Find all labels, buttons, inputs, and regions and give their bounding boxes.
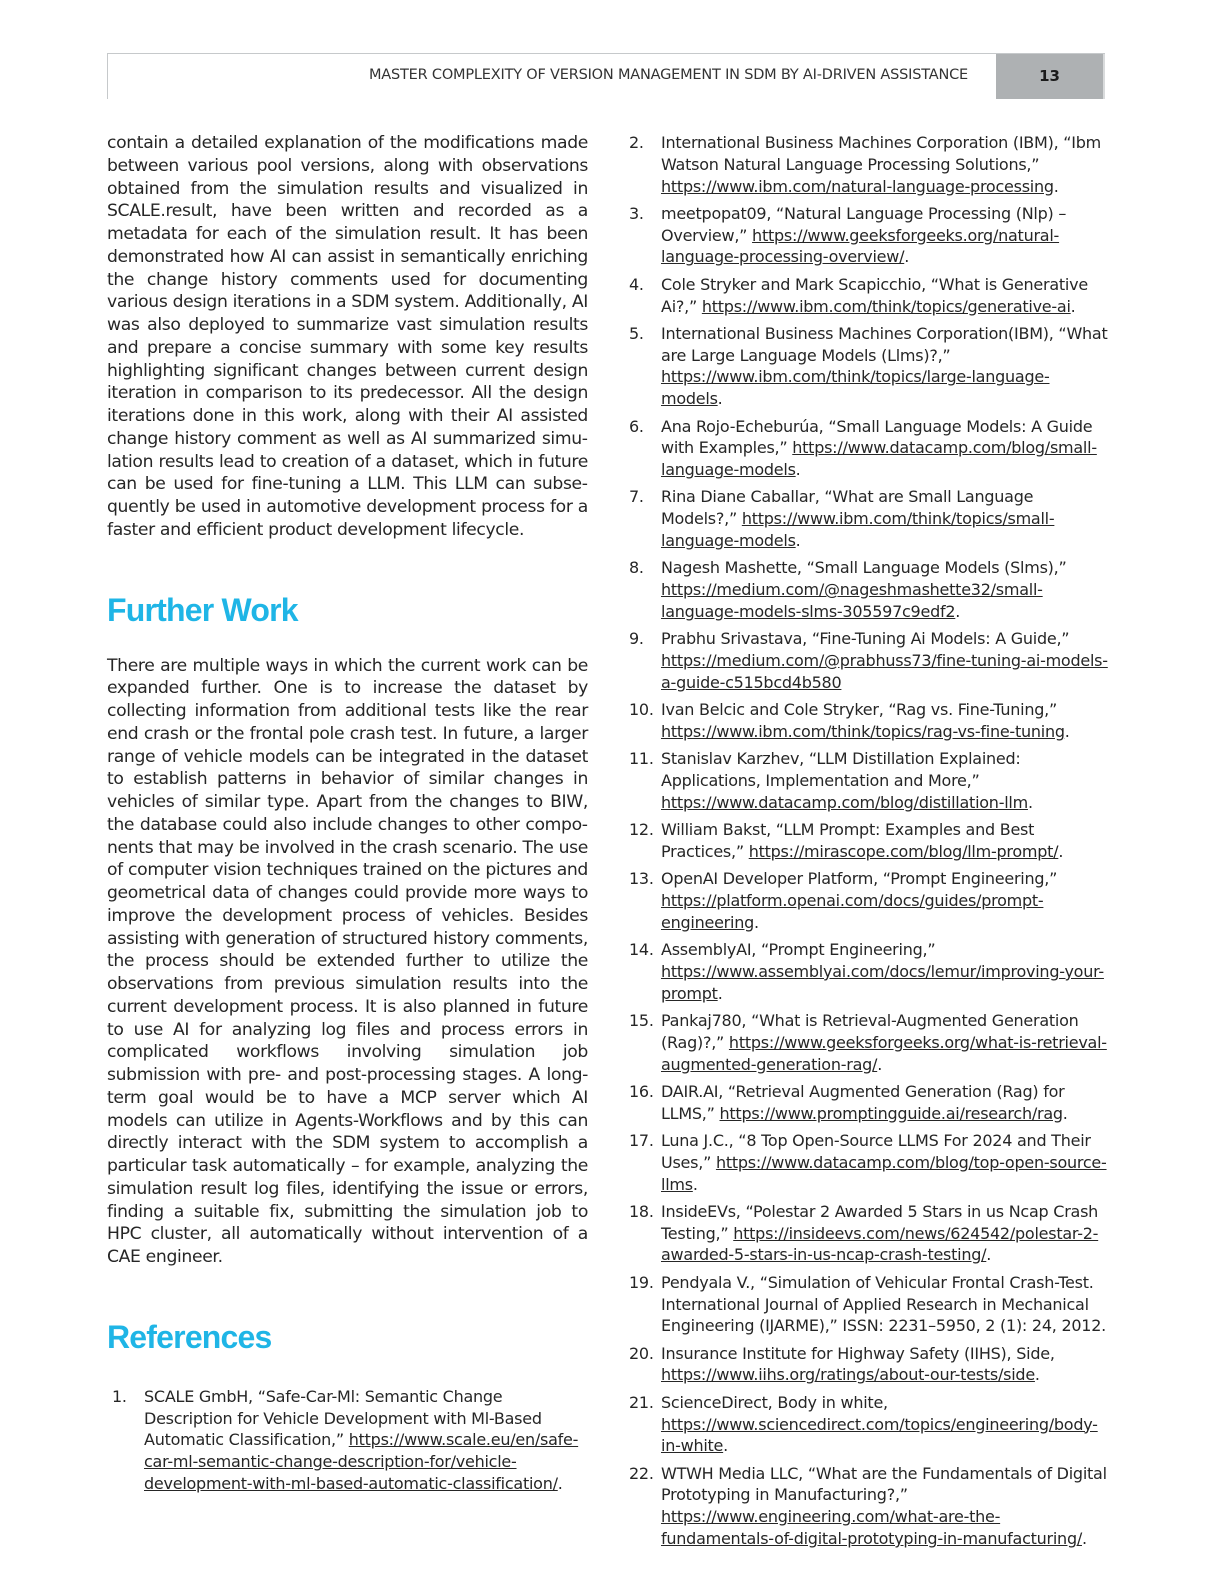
reference-item: [620, 1343, 1108, 1387]
reference-number: 20.: [629, 1343, 654, 1363]
reference-end: .: [795, 531, 801, 551]
reference-end: .: [795, 460, 801, 480]
reference-text: Pendyala V., “Simulation of Vehicular Frontal Crash-Test. International Journal of Applied Research in Mechanical Engineering (IJARME),” ISSN: 2231–5950, 2 (1): 24, 2012.: [661, 1272, 1106, 1336]
reference-number: 17.: [629, 1130, 654, 1150]
reference-end: .: [1070, 296, 1076, 316]
reference-number: 18.: [629, 1201, 654, 1221]
reference-item: [107, 1386, 588, 1495]
reference-number: 19.: [629, 1272, 654, 1292]
left-column: [107, 132, 588, 1500]
reference-text: Insurance Institute for Highway Safety (IIHS), Side,: [661, 1343, 1055, 1363]
reference-number: 3.: [629, 203, 644, 223]
reference-end: .: [717, 983, 723, 1003]
intro-paragraph: contain a detailed explanation of the modifications made between various pool versions, along with observations obtained from the simulation results and visualized in SCALE.result, have been written and recorded as a metadata for each of the simulation result. It has been demonstrated how AI can assist in semantically enriching the change history comments used for documenting various design iterations in a SDM system. Additionally, AI was also deployed to summarize vast simulation results and prepare a concise summary with some key results highlighting significant changes between current design iteration in comparison to its predecessor. All the design iterations done in this work, along with their AI assisted change history comment as well as AI summarized simulation results lead to creation of a dataset, which in future can be used for fine-tuning a LLM. This LLM can subsequently be used in automotive development process for a faster and efficient product development lifecycle.: [107, 133, 588, 540]
reference-item: [620, 203, 1108, 268]
reference-end: .: [955, 601, 961, 621]
reference-item: [620, 819, 1108, 863]
reference-end: .: [1058, 841, 1064, 861]
reference-link[interactable]: https://www.iihs.org/ratings/about-our-tests/side: [661, 1365, 1035, 1385]
reference-text: Ivan Belcic and Cole Stryker, “Rag vs. Fine-Tuning,”: [661, 700, 1057, 720]
reference-number: 15.: [629, 1010, 654, 1030]
reference-link[interactable]: https://www.datacamp.com/blog/small-language-models: [661, 438, 1097, 480]
reference-text: InsideEVs, “Polestar 2 Awarded 5 Stars in us Ncap Crash Testing,”: [661, 1201, 1099, 1243]
reference-item: [620, 1201, 1108, 1266]
reference-end: .: [1081, 1529, 1087, 1549]
reference-end: .: [877, 1054, 883, 1074]
reference-number: 12.: [629, 820, 654, 840]
reference-number: 22.: [629, 1463, 654, 1483]
reference-end: .: [1027, 792, 1033, 812]
reference-number: 4.: [629, 274, 644, 294]
reference-link[interactable]: https://www.geeksforgeeks.org/what-is-retrieval-augmented-generation-rag/: [661, 1032, 1107, 1074]
reference-item: [620, 1081, 1108, 1125]
reference-end: .: [1064, 721, 1070, 741]
running-title: MASTER COMPLEXITY OF VERSION MANAGEMENT IN SDM BY AI-DRIVEN ASSISTANCE: [368, 67, 968, 83]
reference-link[interactable]: https://platform.openai.com/docs/guides/prompt-engineering: [661, 891, 1044, 932]
reference-end: .: [1034, 1365, 1040, 1385]
reference-text: SCALE GmbH, “Safe-Car-Ml: Semantic Change Description for Vehicle Development with Ml-Based Automatic Classification,”: [144, 1386, 542, 1450]
reference-item: [620, 939, 1108, 1004]
reference-number: 1.: [112, 1386, 127, 1406]
reference-link[interactable]: https://www.ibm.com/think/topics/small-language-models: [661, 509, 1055, 551]
reference-end: .: [692, 1174, 698, 1194]
reference-text: Luna J.C., “8 Top Open-Source LLMS For 2024 and Their Uses,”: [661, 1130, 1091, 1172]
reference-item: [620, 628, 1108, 693]
reference-item: [620, 1392, 1108, 1457]
reference-link[interactable]: https://www.ibm.com/think/topics/large-language-models: [661, 367, 1050, 409]
reference-text: ScienceDirect, Body in white,: [661, 1392, 888, 1412]
reference-item: [620, 323, 1108, 410]
reference-text: Stanislav Karzhev, “LLM Distillation Explained: Applications, Implementation and More,”: [661, 749, 1021, 791]
reference-item: [620, 416, 1108, 481]
right-column: [620, 132, 1108, 1555]
reference-item: [620, 1463, 1108, 1550]
reference-end: .: [717, 389, 723, 409]
reference-item: [620, 1272, 1108, 1337]
reference-item: [620, 274, 1108, 318]
reference-link[interactable]: https://www.ibm.com/think/topics/rag-vs-fine-tuning: [661, 721, 1065, 741]
reference-number: 10.: [629, 700, 654, 720]
reference-number: 6.: [629, 416, 644, 436]
further-work-paragraph: There are multiple ways in which the current work can be expanded further. One is to increase the dataset by collecting information from additional tests like the rear end crash or the frontal pole crash test. In future, a larger range of vehicle models can be integrated in the dataset to establish patterns in behavior of similar changes in vehicles of similar type. Apart from the changes to BIW, the database could also include changes to other components that may be involved in the crash scenario. The use of computer vision techniques trained on the pictures and geometrical data of changes could provide more ways to improve the development process of vehicles. Besides assisting with generation of structured history comments, the process should be extended further to utilize the observations from previous simulation results into the current development process. It is also planned in future to use AI for analyzing log files and process errors in complicated workflows involving simulation job submission with pre- and post-processing stages. A long-term goal would be to have a MCP server which AI models can utilize in Agents-Workflows and by this can directly interact with the SDM system to accomplish a particular task automatically – for example, analyzing the simulation result log files, identifying the issue or errors, finding a suitable fix, submitting the simulation job to HPC cluster, all automatically without intervention of a CAE engineer.: [107, 655, 588, 1267]
reference-text: Rina Diane Caballar, “What are Small Language Models?,”: [661, 487, 1034, 529]
reference-text: Cole Stryker and Mark Scapicchio, “What is Generative Ai?,”: [661, 274, 1088, 316]
reference-link[interactable]: https://medium.com/@prabhuss73/fine-tuning-ai-models-a-guide-c515bcd4b580: [661, 651, 1108, 692]
reference-text: Nagesh Mashette, “Small Language Models (Slms),”: [661, 558, 1067, 578]
reference-number: 8.: [629, 558, 644, 578]
reference-number: 16.: [629, 1081, 654, 1101]
reference-end: .: [986, 1245, 992, 1265]
reference-text: WTWH Media LLC, “What are the Fundamentals of Digital Prototyping in Manufacturing?,”: [661, 1463, 1107, 1505]
reference-item: [620, 868, 1108, 933]
reference-text: International Business Machines Corporation (IBM), “Ibm Watson Natural Language Processing Solutions,”: [661, 133, 1101, 174]
reference-link[interactable]: https://www.geeksforgeeks.org/natural-language-processing-overview/: [661, 225, 1060, 267]
reference-link[interactable]: https://www.ibm.com/think/topics/generative-ai: [701, 296, 1071, 316]
reference-end: .: [557, 1473, 563, 1493]
reference-text: DAIR.AI, “Retrieval Augmented Generation (Rag) for LLMS,”: [661, 1081, 1065, 1123]
reference-number: 7.: [629, 487, 644, 507]
reference-end: .: [1062, 1103, 1068, 1123]
reference-item: [620, 699, 1108, 743]
running-header: [107, 53, 1105, 99]
reference-text: OpenAI Developer Platform, “Prompt Engineering,”: [661, 869, 1058, 889]
reference-link[interactable]: https://www.ibm.com/natural-language-processing: [661, 176, 1054, 196]
reference-item: [620, 748, 1108, 813]
reference-end: .: [904, 247, 910, 267]
reference-end: .: [753, 912, 759, 932]
reference-number: 2.: [629, 133, 644, 152]
reference-number: 14.: [629, 940, 654, 960]
reference-number: 5.: [629, 323, 644, 343]
reference-link[interactable]: https://mirascope.com/blog/llm-prompt/: [748, 841, 1059, 861]
reference-link[interactable]: https://www.promptingguide.ai/research/rag: [719, 1103, 1063, 1123]
reference-link[interactable]: https://medium.com/@nageshmashette32/small-language-models-slms-305597c9edf2: [661, 580, 1043, 621]
reference-item: [620, 1010, 1108, 1075]
reference-link[interactable]: https://www.datacamp.com/blog/top-open-source-llms: [661, 1152, 1107, 1194]
page-number: 13: [996, 54, 1105, 99]
reference-end: .: [1053, 176, 1059, 196]
reference-item: [620, 1130, 1108, 1195]
reference-text: International Business Machines Corporation(IBM), “What are Large Language Models (Llms)?,”: [661, 323, 1108, 365]
reference-item: [620, 557, 1108, 622]
reference-link[interactable]: https://www.scale.eu/en/safe-car-ml-semantic-change-description-for/vehicle-development-with-ml-based-automatic-classification/: [144, 1430, 579, 1493]
reference-text: Ana Rojo-Echeburúa, “Small Language Models: A Guide with Examples,”: [661, 416, 1093, 458]
reference-number: 13.: [629, 869, 654, 889]
further-work-heading: Further Work: [107, 591, 298, 628]
reference-number: 9.: [629, 629, 644, 649]
reference-end: .: [723, 1436, 728, 1456]
reference-text: Prabhu Srivastava, “Fine-Tuning Ai Models: A Guide,”: [661, 629, 1070, 649]
reference-text: meetpopat09, “Natural Language Processing (Nlp) – Overview,”: [661, 203, 1067, 245]
reference-number: 21.: [629, 1392, 654, 1412]
reference-link[interactable]: https://www.assemblyai.com/docs/lemur/improving-your-prompt: [661, 961, 1104, 1003]
reference-link[interactable]: https://www.sciencedirect.com/topics/engineering/body-in-white: [661, 1414, 1098, 1456]
reference-item: [620, 132, 1108, 197]
reference-item: [620, 486, 1108, 551]
reference-text: William Bakst, “LLM Prompt: Examples and Best Practices,”: [661, 820, 1035, 861]
reference-link[interactable]: https://insideevs.com/news/624542/polestar-2-awarded-5-stars-in-us-ncap-crash-testing/: [661, 1223, 1099, 1265]
reference-text: AssemblyAI, “Prompt Engineering,”: [661, 940, 936, 960]
reference-link[interactable]: https://www.datacamp.com/blog/distillation-llm: [661, 792, 1028, 812]
references-heading: References: [107, 1318, 272, 1355]
reference-text: Pankaj780, “What is Retrieval-Augmented Generation (Rag)?,”: [661, 1010, 1079, 1052]
reference-number: 11.: [629, 749, 654, 769]
reference-link[interactable]: https://www.engineering.com/what-are-the-fundamentals-of-digital-prototyping-in-manufacturing/: [661, 1507, 1082, 1549]
